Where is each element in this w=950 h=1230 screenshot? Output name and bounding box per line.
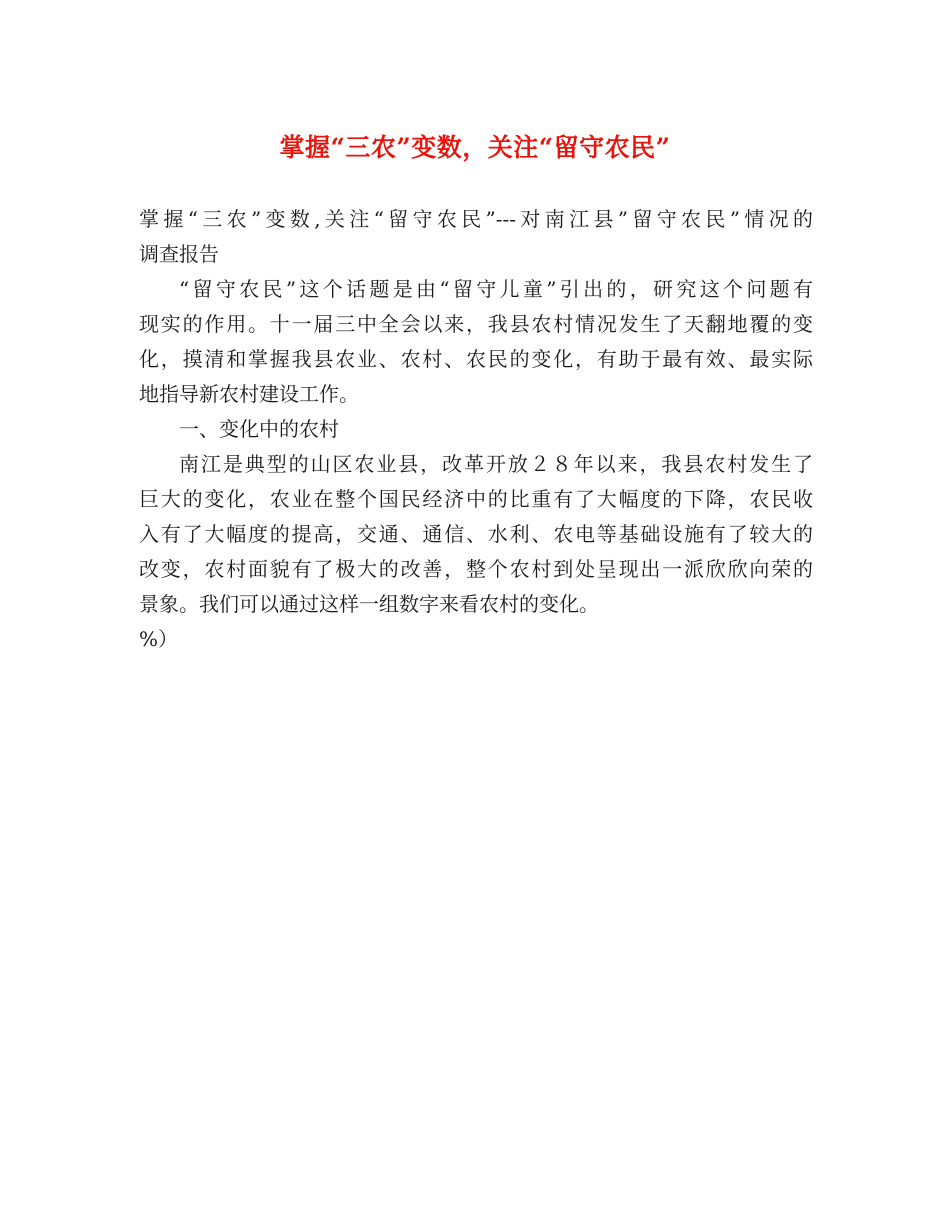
paragraph-changes-line-2: 巨大的变化，农业在整个国民经济中的比重有了大幅度的下降，农民收 xyxy=(139,487,813,511)
section-heading xyxy=(139,412,813,447)
document-title: 掌握“三农”变数，关注“留守农民” xyxy=(279,133,671,162)
trailing-fragment xyxy=(139,622,813,657)
subtitle-line-2: 调查报告 xyxy=(139,242,219,266)
paragraph-changes-line-4: 改变，农村面貌有了极大的改善，整个农村到处呈现出一派欣欣向荣的 xyxy=(139,557,813,581)
paragraph-intro-line-3: 化，摸清和掌握我县农业、农村、农民的变化，有助于最有效、最实际 xyxy=(139,347,813,371)
subtitle-paragraph xyxy=(139,202,813,272)
paragraph-intro-line-2: 现实的作用。十一届三中全会以来，我县农村情况发生了天翻地覆的变 xyxy=(139,312,813,336)
subtitle-line-1: 掌握“三农”变数,关注“留守农民”---对南江县”留守农民”情况的 xyxy=(139,207,813,231)
trailing-fragment-text: %） xyxy=(139,627,179,651)
section-heading-text: 一、变化中的农村 xyxy=(179,417,339,441)
paragraph-changes xyxy=(139,447,813,622)
paragraph-intro-line-1: “留守农民”这个话题是由“留守儿童”引出的，研究这个问题有 xyxy=(179,277,813,301)
paragraph-changes-line-1: 南江是典型的山区农业县，改革开放２８年以来，我县农村发生了 xyxy=(179,452,813,476)
paragraph-intro xyxy=(139,272,813,412)
document-body xyxy=(139,202,813,657)
paragraph-intro-line-4: 地指导新农村建设工作。 xyxy=(139,382,359,406)
paragraph-changes-line-5: 景象。我们可以通过这样一组数字来看农村的变化。 xyxy=(139,592,599,616)
paragraph-changes-line-3: 入有了大幅度的提高，交通、通信、水利、农电等基础设施有了较大的 xyxy=(139,522,813,546)
